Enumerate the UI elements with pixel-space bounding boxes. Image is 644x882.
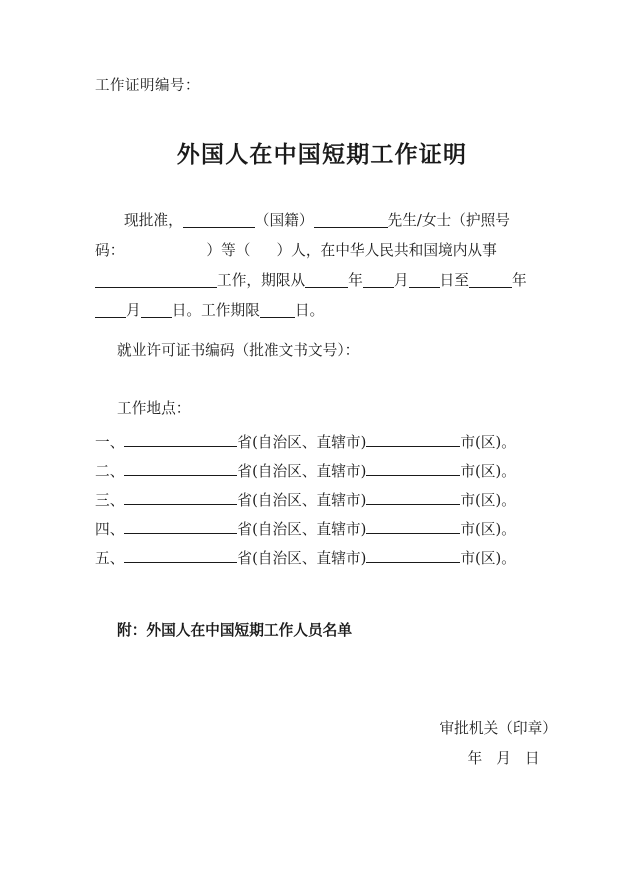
issue-date-line — [439, 744, 557, 774]
approval-line-1 — [95, 206, 557, 236]
doc-number-label: 工作证明编号： — [95, 78, 200, 94]
worksite-province-blank[interactable] — [124, 489, 237, 505]
start-year-label: 年 — [348, 272, 363, 289]
attachment-note-text: 附：外国人在中国短期工作人员名单 — [117, 622, 353, 639]
approval-authority-seal-label: 审批机关（印章） — [439, 720, 557, 737]
worksite-row — [95, 515, 557, 544]
person-name-blank[interactable] — [314, 212, 388, 228]
worksite-city-label: 市(区)。 — [460, 492, 516, 509]
end-day-label: 日。工作期限 — [171, 302, 260, 319]
start-month-blank[interactable] — [363, 272, 394, 288]
nationality-blank[interactable] — [183, 212, 255, 228]
issue-month-label: 月 — [496, 750, 512, 767]
person-title-label: 先生/女士（护照号 — [387, 212, 510, 229]
page-title: 外国人在中国短期工作证明 — [176, 142, 468, 168]
worksite-city-label: 市(区)。 — [460, 521, 516, 538]
worksite-province-label: 省(自治区、直辖市) — [237, 521, 367, 538]
start-day-label: 日至 — [439, 272, 469, 289]
start-day-blank[interactable] — [409, 272, 440, 288]
worksite-row-index: 三、 — [95, 492, 125, 509]
start-year-blank[interactable] — [305, 272, 348, 288]
worksite-city-blank[interactable] — [366, 547, 460, 563]
worksite-city-label: 市(区)。 — [460, 550, 516, 567]
worksite-city-label: 市(区)。 — [460, 434, 516, 451]
worksite-title-label: 工作地点： — [117, 400, 191, 417]
end-day-blank[interactable] — [141, 302, 172, 318]
worksite-row — [95, 544, 557, 573]
worksite-row-index: 一、 — [95, 434, 125, 451]
end-year-blank[interactable] — [469, 272, 512, 288]
attachment-note — [95, 619, 352, 640]
approval-paragraph — [95, 206, 557, 326]
license-code-label: 就业许可证书编码（批准文书文号）： — [117, 342, 360, 359]
approval-lead-text: 现批准， — [124, 212, 183, 229]
nationality-label: （国籍） — [254, 212, 314, 229]
worksite-province-label: 省(自治区、直辖市) — [237, 550, 367, 567]
worksite-city-label: 市(区)。 — [460, 463, 516, 480]
worksite-list — [95, 428, 557, 573]
worksite-province-blank[interactable] — [124, 431, 237, 447]
issue-day-label: 日 — [524, 750, 541, 767]
start-month-label: 月 — [393, 272, 409, 289]
issue-year-label: 年 — [467, 750, 484, 767]
work-duration-blank[interactable] — [260, 302, 295, 318]
worksite-province-label: 省(自治区、直辖市) — [237, 463, 367, 480]
approval-line-2 — [95, 236, 557, 266]
worksite-row — [95, 486, 557, 515]
worksite-city-blank[interactable] — [366, 431, 460, 447]
worksite-province-blank[interactable] — [124, 460, 237, 476]
worksite-city-blank[interactable] — [366, 489, 460, 505]
work-period-label: 工作，期限从 — [217, 272, 306, 289]
person-count-blank[interactable] — [250, 243, 276, 258]
worksite-row — [95, 457, 557, 486]
worksite-row-index: 四、 — [95, 521, 125, 538]
work-duration-label: 日。 — [294, 302, 325, 319]
passport-code-label: 码： — [95, 242, 125, 259]
end-month-blank[interactable] — [95, 302, 126, 318]
worksite-province-label: 省(自治区、直辖市) — [237, 434, 367, 451]
end-year-label: 年 — [511, 272, 527, 289]
passport-number-blank[interactable] — [124, 243, 206, 258]
worksite-row-index: 五、 — [95, 550, 125, 567]
worksite-province-blank[interactable] — [124, 518, 237, 534]
approval-line-3 — [95, 266, 557, 296]
approval-line-4 — [95, 296, 557, 326]
end-month-label: 月 — [126, 302, 141, 319]
worksite-province-label: 省(自治区、直辖市) — [237, 492, 367, 509]
approval-paren-close: ）等（ — [206, 242, 251, 259]
worksite-row-index: 二、 — [95, 463, 125, 480]
worksite-province-blank[interactable] — [124, 547, 237, 563]
worksite-city-blank[interactable] — [366, 460, 460, 476]
worksite-heading — [95, 397, 190, 418]
approval-within-china-text: ）人，在中华人民共和国境内从事 — [276, 242, 497, 259]
worksite-city-blank[interactable] — [366, 518, 460, 534]
job-type-blank[interactable] — [95, 272, 217, 288]
worksite-row — [95, 428, 557, 457]
signature-block — [439, 714, 557, 774]
license-code-line — [95, 339, 359, 360]
